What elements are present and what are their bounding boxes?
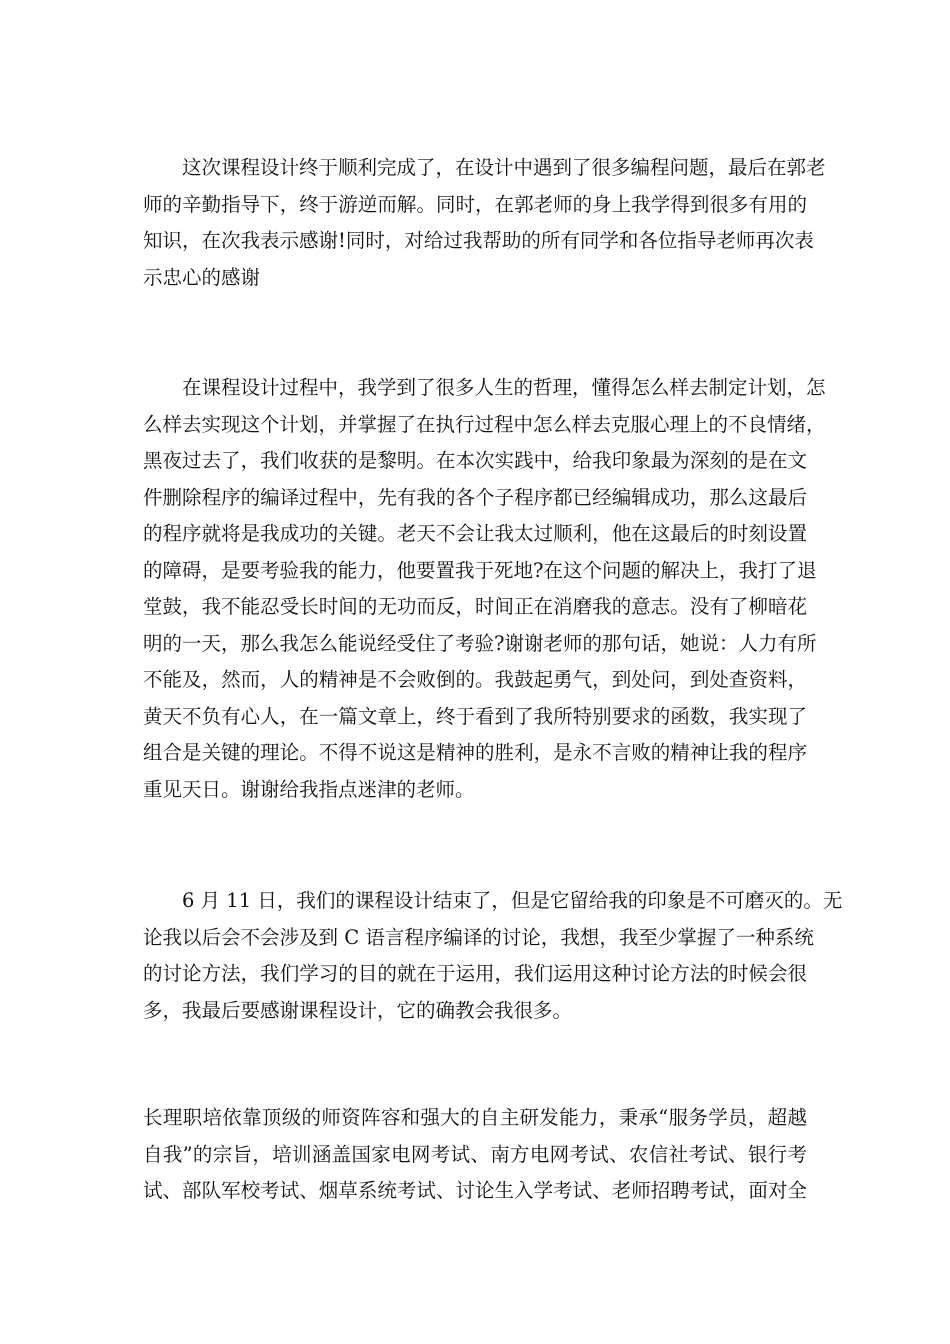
text-line: 师的辛勤指导下，终于游逆而解。同时，在郭老师的身上我学得到很多有用的 bbox=[143, 192, 807, 216]
text-line: 这次课程设计终于顺利完成了，在设计中遇到了很多编程问题，最后在郭老 bbox=[143, 156, 826, 179]
text-line: 黄天不负有心人，在一篇文章上，终于看到了我所特别要求的函数，我实现了 bbox=[143, 704, 807, 728]
text-line: 的程序就将是我成功的关键。老天不会让我太过顺利，他在这最后的时刻设置 bbox=[143, 522, 807, 545]
paragraph-course-design-thanks bbox=[143, 150, 826, 296]
text-line: 长理职培依靠顶级的师资阵容和强大的自主研发能力，秉承“服务学员，超越 bbox=[143, 1106, 807, 1129]
text-line: 论我以后会不会涉及到 C 语言程序编译的讨论，我想，我至少掌握了一种系统 bbox=[143, 925, 814, 949]
text-line: 重见天日。谢谢给我指点迷津的老师。 bbox=[143, 777, 475, 801]
text-line: 多，我最后要感谢课程设计，它的确教会我很多。 bbox=[143, 998, 573, 1022]
text-line: 堂鼓，我不能忍受长时间的无功而反，时间正在消磨我的意志。没有了柳暗花 bbox=[143, 595, 807, 618]
text-line: 试、部队军校考试、烟草系统考试、讨论生入学考试、老师招聘考试，面对全 bbox=[143, 1179, 807, 1202]
paragraph-training-ad bbox=[143, 1100, 807, 1210]
text-line: 么样去实现这个计划，并掌握了在执行过程中怎么样去克服心理上的不良情绪， bbox=[143, 412, 826, 436]
text-line: 的讨论方法，我们学习的目的就在于运用，我们运用这种讨论方法的时候会很 bbox=[143, 962, 807, 985]
text-line: 不能及，然而，人的精神是不会败倒的。我鼓起勇气，到处问，到处查资料， bbox=[143, 668, 807, 691]
text-line: 黑夜过去了，我们收获的是黎明。在本次实践中，给我印象最为深刻的是在文 bbox=[143, 449, 807, 472]
text-line: 知识，在次我表示感谢!同时，对给过我帮助的所有同学和各位指导老师再次表 bbox=[143, 229, 814, 252]
text-line: 自我”的宗旨，培训涵盖国家电网考试、南方电网考试、农信社考试、银行考 bbox=[143, 1142, 807, 1166]
paragraph-course-end bbox=[143, 883, 843, 1029]
text-line: 在课程设计过程中，我学到了很多人生的哲理，懂得怎么样去制定计划，怎 bbox=[143, 376, 826, 399]
text-line: 明的一天，那么我怎么能说经受住了考验?谢谢老师的那句话，她说：人力有所 bbox=[143, 631, 817, 655]
paragraph-life-lessons bbox=[143, 370, 826, 808]
text-line: 6 月 11 日，我们的课程设计结束了，但是它留给我的印象是不可磨灭的。无 bbox=[143, 889, 843, 912]
text-line: 件删除程序的编译过程中，先有我的各个子程序都已经编辑成功，那么这最后 bbox=[143, 485, 807, 509]
text-line: 的障碍，是要考验我的能力，他要置我于死地?在这个问题的解决上，我打了退 bbox=[143, 558, 817, 582]
text-line: 组合是关键的理论。不得不说这是精神的胜利，是永不言败的精神让我的程序 bbox=[143, 741, 807, 764]
text-line: 示忠心的感谢 bbox=[143, 265, 261, 289]
